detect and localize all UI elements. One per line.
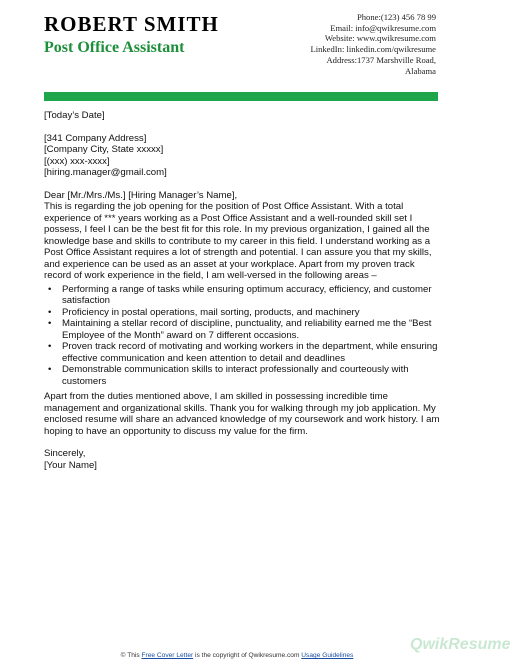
contact-linkedin: LinkedIn: linkedin.com/qwikresume [310,44,436,55]
usage-guidelines-link[interactable]: Usage Guidelines [301,652,354,659]
list-item: • Maintaining a stellar record of discipline, punctuality, and reliability earned me the “Best Employee of the Month” award on 7 different occasions. [44,318,440,341]
list-item: • Proven track record of motivating and working workers in the department, while ensuring effective communication and keen attention to detail and deadlines [44,341,440,364]
accent-divider [44,92,438,101]
letter-date: [Today’s Date] [44,110,105,121]
list-item: • Demonstrable communication skills to interact professionally and courteously with customers [44,364,440,387]
signoff: Sincerely, [44,448,86,459]
address-line: [341 Company Address] [44,132,147,144]
applicant-name: ROBERT SMITH [44,12,219,36]
letter-body [44,110,440,471]
contact-email: Email: info@qwikresume.com [330,22,436,33]
brand-watermark: QwikResume [410,636,510,653]
address-line: [(xxx) xxx-xxxx] [44,155,110,167]
list-item: • Performing a range of tasks while ensuring optimum accuracy, efficiency, and customer satisfaction [44,284,440,307]
intro-paragraph: This is regarding the job opening for the position of Post Office Assistant. With a total experience of *** years working as a Post Office Assistant and a well-rounded skill set I possess, I feel I can be the best fit for this role. In my previous organization, I gained all the knowledge base and skills to contribute to my career in this field. I understand working as a Post Office Assistant requires a lot of strength and potential. I can assure you that my skills, and experience can be used as an asset at your workplace. Apart from my proven track record of work experience in the field, I am well-versed in the following areas – [44,201,432,281]
footer-prefix: © This [120,652,142,659]
salutation: Dear [Mr./Mrs./Ms.] [Hiring Manager’s Name], [44,189,238,201]
job-title: Post Office Assistant [44,39,185,56]
skills-list [44,284,440,388]
address-line: [hiring.manager@gmail.com] [44,167,167,178]
list-item: • Proficiency in postal operations, mail sorting, products, and machinery [44,307,440,319]
contact-address-state: Alabama [404,65,436,76]
footer-middle: is the copyright of Qwikresume.com [193,652,302,659]
contact-phone: Phone:(123) 456 78 99 [356,12,436,22]
free-cover-letter-link[interactable]: Free Cover Letter [141,652,194,659]
contact-block [256,12,436,76]
contact-address: Address:1737 Marshville Road, [326,54,436,65]
copyright-footer [0,652,474,659]
address-line: [Company City, State xxxxx] [44,144,164,155]
closing-paragraph: Apart from the duties mentioned above, I am skilled in possessing incredible time management and organizational skills. Thank you for walking through my job application. My enclosed resume will share an advanced knowledge of my coursework and work history. I am hoping to have an opportunity to discuss my value for the firm. [44,391,440,437]
signature: [Your Name] [44,459,97,471]
contact-website: Website: www.qwikresume.com [324,33,436,44]
